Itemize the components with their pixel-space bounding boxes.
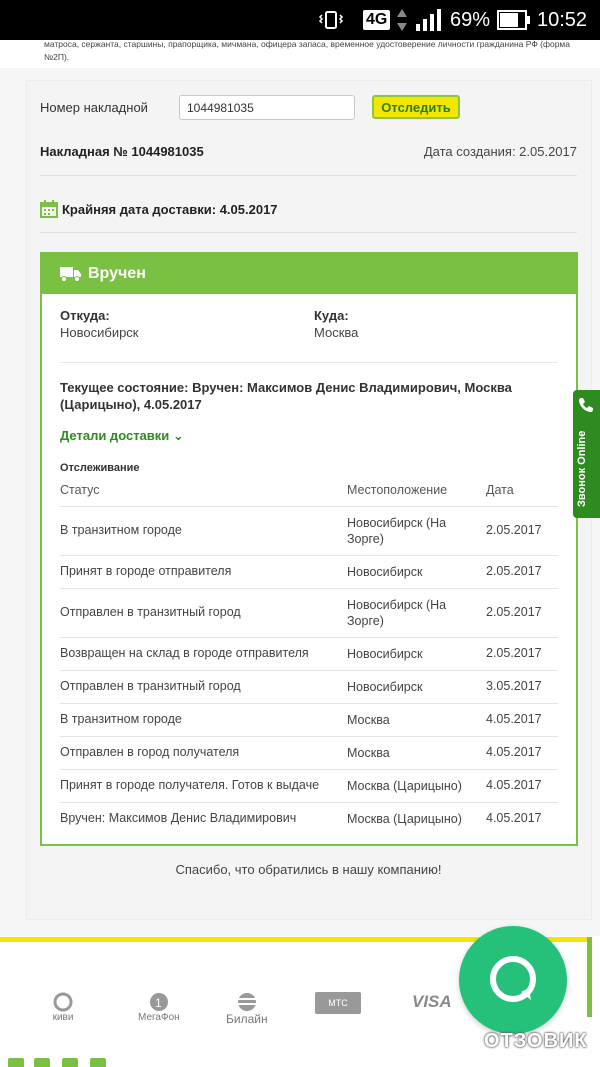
beeline-logo: Билайн	[226, 992, 268, 1026]
divider	[60, 362, 558, 363]
track-button[interactable]: Отследить	[372, 95, 460, 119]
row-status: В транзитном городе	[60, 523, 182, 537]
top-note: матроса, сержанта, старшины, прапорщика, мичмана, офицера запаса, временное удостоверение личности гражданина РФ (форма №2П).	[44, 39, 570, 62]
row-date: 2.05.2017	[486, 523, 542, 537]
row-location: Москва (Царицыно)	[347, 812, 462, 826]
row-status: Принят в городе отправителя	[60, 564, 232, 578]
row-status: Возвращен на склад в городе отправителя	[60, 646, 309, 660]
current-state: Текущее состояние: Вручен: Максимов Денис Владимирович, Москва (Царицыно), 4.05.2017	[60, 380, 512, 412]
call-online-tab[interactable]	[573, 390, 600, 518]
otzovik-watermark: ОТЗОВИК	[450, 1026, 588, 1056]
column-header-location: Местоположение	[347, 483, 448, 497]
social-icon-vk[interactable]	[8, 1058, 24, 1067]
social-icon-instagram[interactable]	[62, 1058, 78, 1067]
call-online-label: Звонок Online	[576, 430, 588, 507]
table-row	[60, 769, 558, 802]
row-date: 4.05.2017	[486, 745, 542, 759]
table-row	[60, 637, 558, 670]
row-date: 2.05.2017	[486, 605, 542, 619]
signal-icon	[414, 0, 442, 40]
table-row	[60, 555, 558, 588]
row-status: Вручен: Максимов Денис Владимирович	[60, 811, 297, 825]
row-location: Новосибирск (На Зорге)	[347, 516, 447, 546]
vibrate-icon	[318, 0, 344, 40]
creation-date: Дата создания: 2.05.2017	[423, 144, 577, 159]
tracking-title: Отслеживание	[60, 462, 140, 474]
row-location: Новосибирск (На Зорге)	[347, 598, 447, 628]
column-header-status: Статус	[60, 483, 100, 497]
row-date: 2.05.2017	[486, 646, 542, 660]
row-location: Москва	[347, 713, 390, 727]
waybill-title: Накладная № 1044981035	[40, 144, 204, 159]
row-location: Новосибирск	[347, 680, 423, 694]
social-icon-youtube[interactable]	[90, 1058, 106, 1067]
row-date: 4.05.2017	[486, 811, 542, 825]
phone-icon	[578, 396, 595, 413]
row-location: Новосибирск	[347, 647, 423, 661]
row-date: 3.05.2017	[486, 679, 542, 693]
table-row	[60, 588, 558, 637]
delivery-deadline	[40, 200, 278, 218]
table-row	[60, 506, 558, 555]
data-arrows-icon	[396, 0, 408, 40]
column-header-date: Дата	[486, 483, 514, 497]
row-location: Москва (Царицыно)	[347, 779, 462, 793]
chat-bubble-icon	[485, 952, 541, 1008]
thanks-message: Спасибо, что обратились в нашу компанию!	[175, 862, 442, 877]
row-status: Отправлен в транзитный город	[60, 679, 241, 693]
row-status: Отправлен в город получателя	[60, 745, 240, 759]
qiwi-icon	[50, 992, 76, 1012]
megafon-icon	[146, 992, 172, 1012]
status-bar	[0, 0, 600, 40]
calendar-icon	[40, 200, 58, 218]
table-row	[60, 736, 558, 769]
footer-side-line	[587, 937, 592, 1017]
waybill-number-label: Номер накладной	[40, 100, 148, 115]
battery-percent: 69%	[450, 8, 491, 31]
svg-text:1: 1	[154, 996, 162, 1010]
waybill-number-input[interactable]	[179, 95, 355, 120]
table-row	[60, 802, 558, 835]
row-date: 4.05.2017	[486, 778, 542, 792]
row-location: Москва	[347, 746, 390, 760]
social-icon-ok[interactable]	[34, 1058, 50, 1067]
status-header	[42, 254, 576, 294]
from-label: Откуда:	[60, 308, 110, 323]
megafon-logo: 1 МегаФон	[138, 992, 180, 1023]
network-type: 4G	[363, 0, 390, 40]
to-value: Москва	[314, 325, 359, 340]
mts-badge: МТС	[315, 992, 361, 1014]
chat-button[interactable]	[459, 926, 567, 1034]
divider	[40, 232, 577, 233]
otzovik-logo-icon	[450, 1026, 480, 1056]
status-title: Вручен	[88, 265, 146, 282]
row-date: 2.05.2017	[486, 564, 542, 578]
to-label: Куда:	[314, 308, 349, 323]
from-value: Новосибирск	[60, 325, 139, 340]
battery-icon	[497, 0, 531, 40]
row-date: 4.05.2017	[486, 712, 542, 726]
row-status: Принят в городе получателя. Готов к выдаче	[60, 778, 320, 792]
shipment-status-box	[40, 252, 578, 846]
row-status: Отправлен в транзитный город	[60, 605, 241, 619]
delivery-details-link[interactable]: Детали доставки ⌄	[60, 428, 184, 443]
row-status: В транзитном городе	[60, 712, 182, 726]
divider	[40, 175, 577, 176]
beeline-icon	[234, 992, 260, 1012]
qiwi-logo: киви	[50, 992, 76, 1023]
truck-icon	[60, 266, 82, 282]
deadline-text: Крайняя дата доставки: 4.05.2017	[62, 201, 278, 217]
tracking-table	[60, 506, 558, 835]
row-location: Новосибирск	[347, 565, 423, 579]
table-row	[60, 703, 558, 736]
visa-logo: VISA	[412, 992, 452, 1011]
table-row	[60, 670, 558, 703]
mts-logo	[315, 992, 361, 1014]
clock: 10:52	[537, 8, 588, 31]
